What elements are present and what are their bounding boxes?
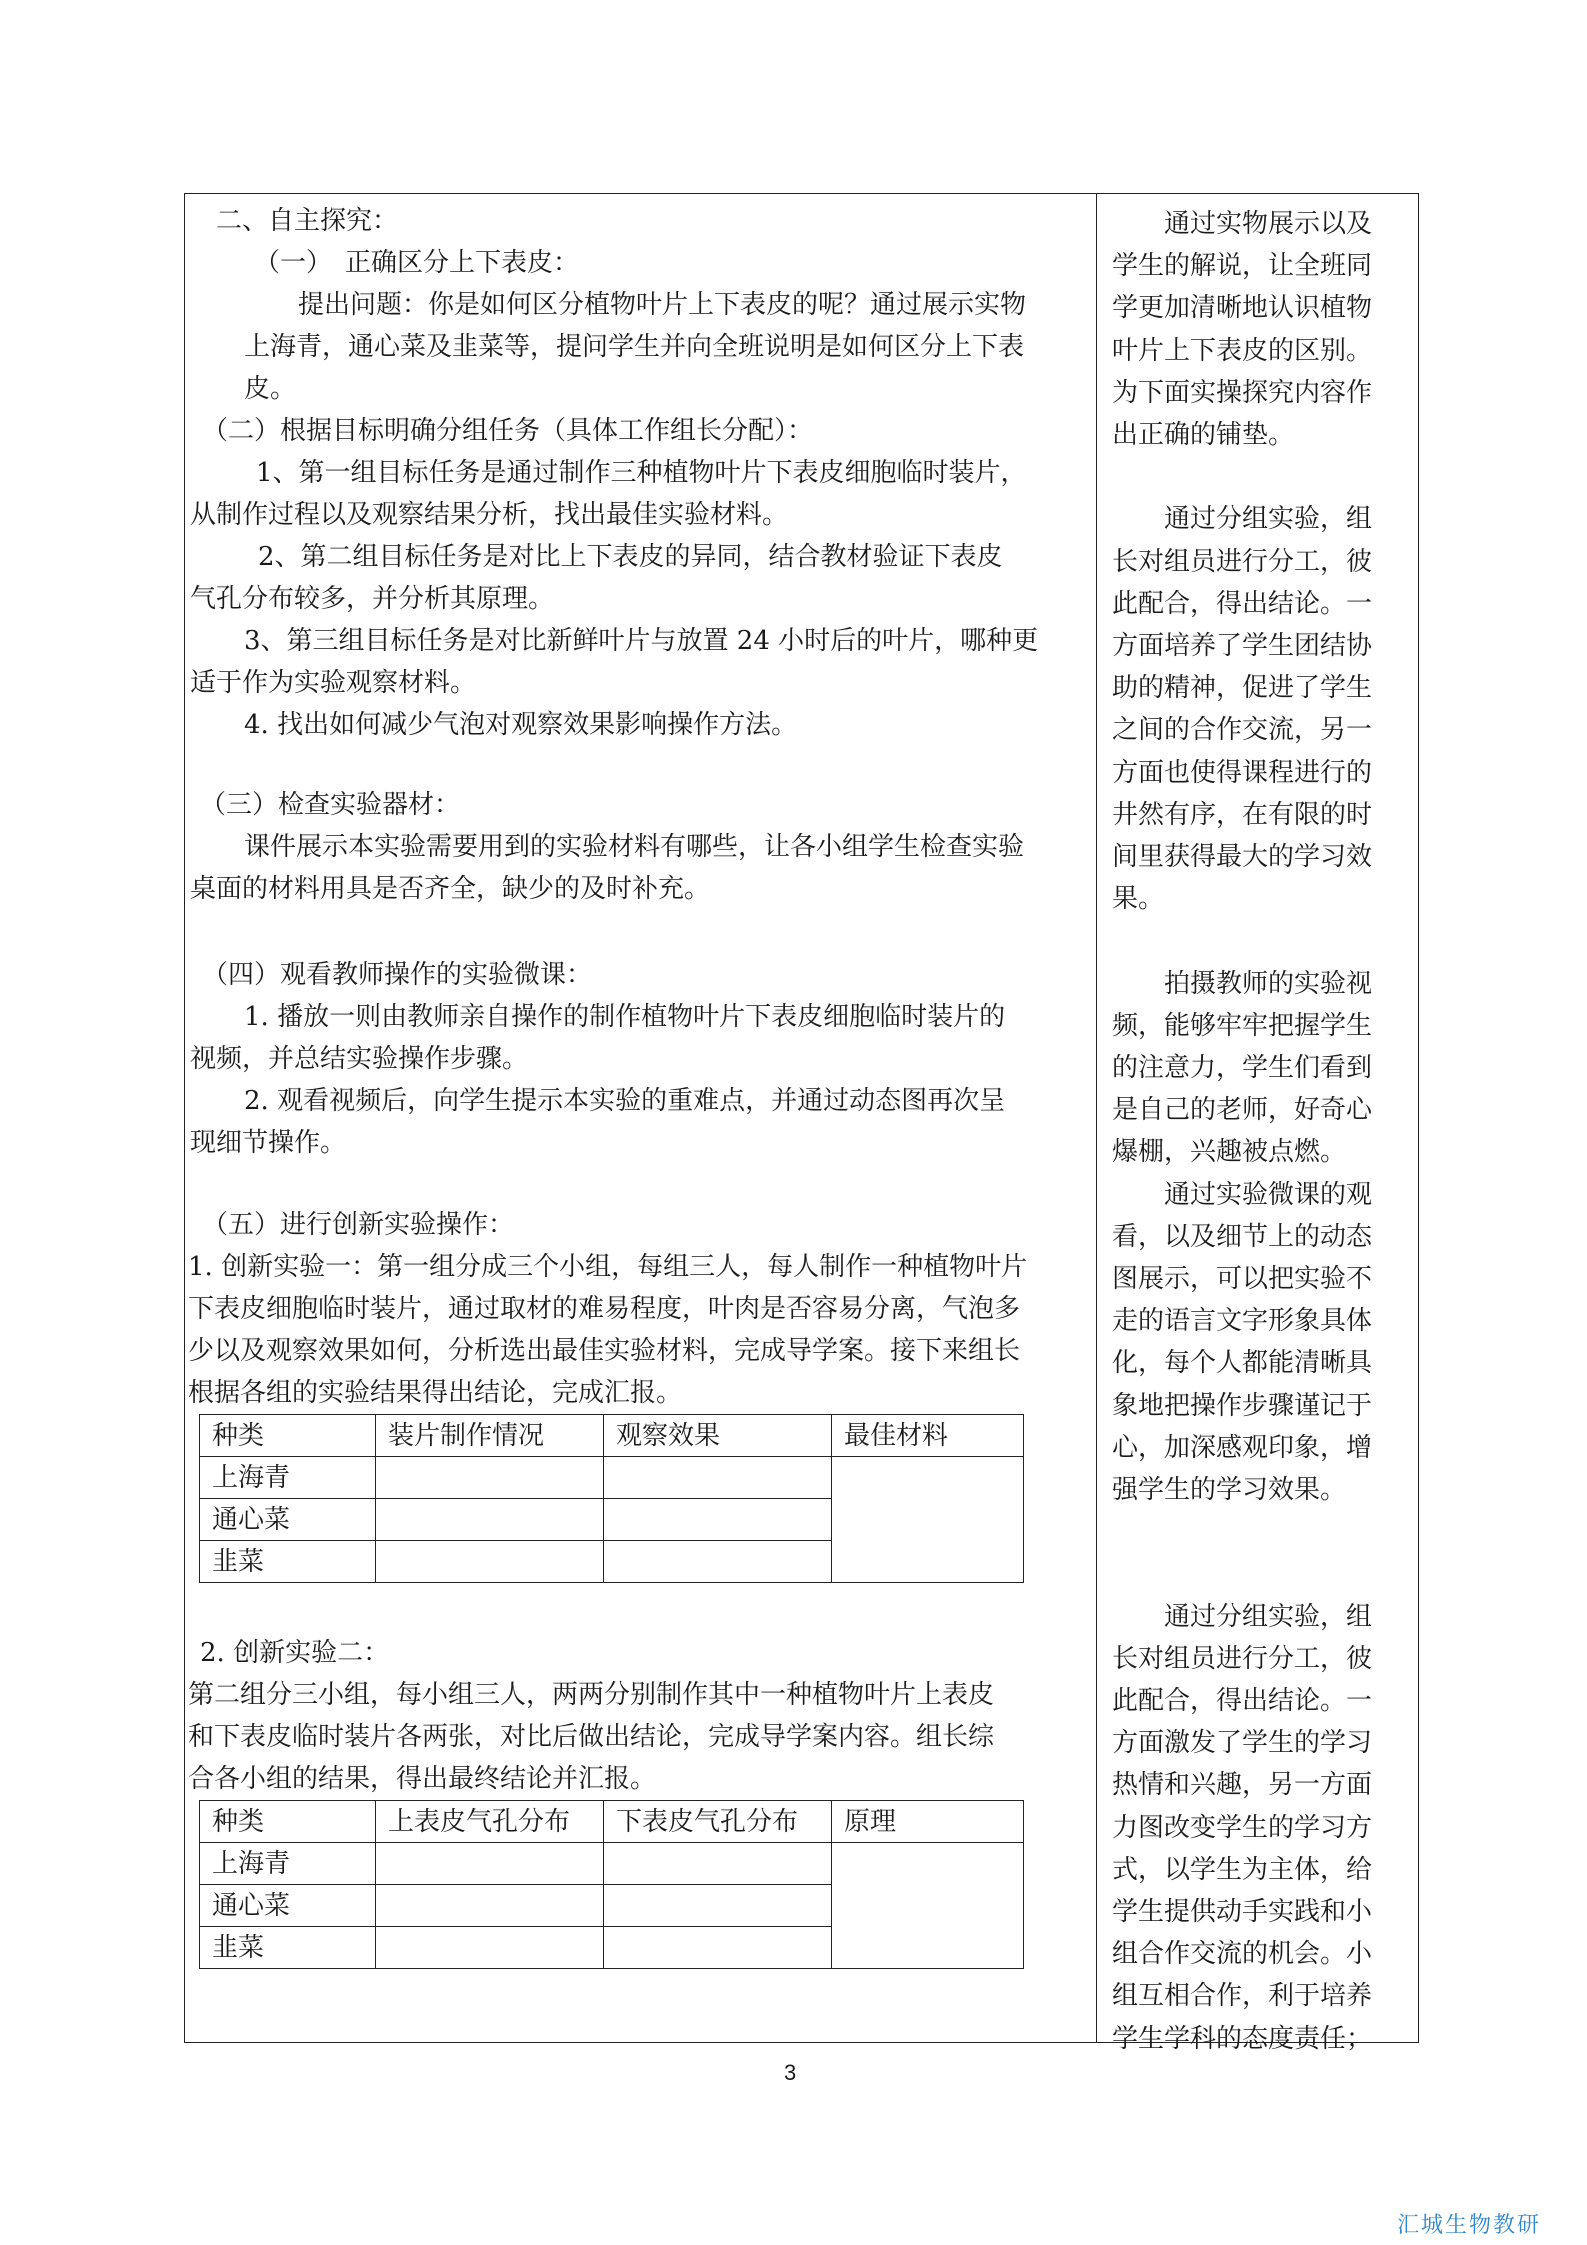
table-header: 装片制作情况: [376, 1415, 604, 1457]
table-cell: [376, 1843, 604, 1885]
note-line: 间里获得最大的学习效: [1112, 842, 1373, 872]
table-cell: [376, 1927, 604, 1969]
note-line: 的注意力，学生们看到: [1112, 1053, 1373, 1083]
paragraph-line: 少以及观察效果如何，分析选出最佳实验材料，完成导学案。接下来组长: [188, 1336, 1021, 1366]
note-line: 心，加深感观印象，增: [1112, 1432, 1373, 1463]
note-line: 方面激发了学生的学习: [1112, 1728, 1373, 1759]
note-line: 图展示，可以把实验不: [1112, 1264, 1373, 1294]
table-row-label: 上海青: [200, 1457, 376, 1499]
table-header: 上表皮气孔分布: [376, 1801, 604, 1843]
table-row-label: 上海青: [200, 1843, 376, 1885]
subsection-1-title: （一） 正确区分上下表皮：: [254, 248, 580, 278]
subsection-4-title: （四）观看教师操作的实验微课：: [202, 960, 593, 990]
table-header: 种类: [200, 1801, 376, 1843]
paragraph-line: 适于作为实验观察材料。: [190, 668, 477, 698]
note-line: 方面也使得课程进行的: [1112, 757, 1373, 788]
table-cell: [604, 1927, 832, 1969]
table-cell: [604, 1885, 832, 1927]
table-header: 种类: [200, 1415, 376, 1457]
table-header: 观察效果: [604, 1415, 832, 1457]
note-line: 学生提供动手实践和小: [1112, 1897, 1373, 1927]
subsection-2-title: （二）根据目标明确分组任务（具体工作组长分配）：: [202, 416, 814, 446]
note-line: 频，能够牢牢把握学生: [1112, 1010, 1373, 1041]
paragraph-line: 合各小组的结果，得出最终结论并汇报。: [188, 1764, 657, 1794]
paragraph-line: 第二组分三小组，每小组三人，两两分别制作其中一种植物叶片上表皮: [188, 1680, 995, 1710]
table-cell: [832, 1457, 1024, 1583]
paragraph-line: 皮。: [244, 374, 297, 404]
table-cell: [604, 1457, 832, 1499]
note-line: 叶片上下表皮的区别。: [1112, 335, 1373, 366]
section-heading: 二、自主探究：: [216, 206, 399, 236]
note-line: 学生的解说，让全班同: [1112, 251, 1373, 282]
paragraph-line: 2、第二组目标任务是对比上下表皮的异同，结合教材验证下表皮: [258, 542, 1003, 572]
note-line: 象地把操作步骤谨记于: [1112, 1390, 1373, 1421]
note-line: 果。: [1112, 884, 1165, 915]
note-line: 组互相合作，利于培养: [1112, 1981, 1373, 2012]
table-cell: [376, 1499, 604, 1541]
note-line: 出正确的铺垫。: [1112, 420, 1295, 450]
table-header: 原理: [832, 1801, 1024, 1843]
note-line: 是自己的老师，好奇心: [1112, 1095, 1373, 1126]
paragraph-line: 提出问题：你是如何区分植物叶片上下表皮的呢？通过展示实物: [298, 290, 1027, 320]
note-line: 此配合，得出结论。一: [1112, 1686, 1373, 1716]
paragraph-line: 上海青，通心菜及韭菜等，提问学生并向全班说明是如何区分上下表: [244, 332, 1025, 362]
table-header: 下表皮气孔分布: [604, 1801, 832, 1843]
note-line: 井然有序，在有限的时: [1112, 799, 1373, 830]
note-line: 式，以学生为主体，给: [1112, 1854, 1373, 1885]
paragraph-line: 3、第三组目标任务是对比新鲜叶片与放置 24 小时后的叶片，哪种更: [244, 626, 1039, 656]
note-line: 通过分组实验，组: [1112, 1601, 1373, 1632]
paragraph-line: 2. 创新实验二：: [200, 1638, 390, 1668]
paragraph-line: 4. 找出如何减少气泡对观察效果影响操作方法。: [244, 710, 798, 740]
watermark: 汇城生物教研: [1397, 2213, 1542, 2238]
experiment-2-table: [199, 1800, 1024, 1969]
paragraph-line: 从制作过程以及观察结果分析，找出最佳实验材料。: [190, 500, 789, 530]
paragraph-line: 1. 创新实验一：第一组分成三个小组，每组三人，每人制作一种植物叶片: [188, 1252, 1028, 1282]
paragraph-line: 2. 观看视频后，向学生提示本实验的重难点，并通过动态图再次呈: [244, 1086, 1006, 1116]
note-line: 之间的合作交流，另一: [1112, 715, 1373, 746]
note-line: 组合作交流的机会。小: [1112, 1939, 1373, 1970]
note-line: 助的精神，促进了学生: [1112, 673, 1373, 704]
note-line: 学生学科的态度责任；: [1112, 2023, 1373, 2054]
table-header: 最佳材料: [832, 1415, 1024, 1457]
table-row-label: 韭菜: [200, 1541, 376, 1583]
table-row-label: 通心菜: [200, 1885, 376, 1927]
note-line: 方面培养了学生团结协: [1112, 631, 1373, 661]
paragraph-line: 气孔分布较多，并分析其原理。: [190, 584, 555, 614]
paragraph-line: 现细节操作。: [190, 1128, 347, 1158]
paragraph-line: 1. 播放一则由教师亲自操作的制作植物叶片下表皮细胞临时装片的: [244, 1002, 1006, 1032]
page-number: 3: [784, 2060, 797, 2085]
note-line: 长对组员进行分工，彼: [1112, 546, 1373, 577]
note-line: 力图改变学生的学习方: [1112, 1812, 1373, 1843]
note-line: 通过实物展示以及: [1112, 209, 1373, 239]
paragraph-line: 课件展示本实验需要用到的实验材料有哪些，让各小组学生检查实验: [244, 832, 1025, 862]
note-line: 通过分组实验，组: [1112, 504, 1373, 535]
table-cell: [376, 1885, 604, 1927]
experiment-1-table: [199, 1414, 1024, 1583]
table-cell: [604, 1843, 832, 1885]
table-cell: [376, 1457, 604, 1499]
note-line: 通过实验微课的观: [1112, 1179, 1373, 1210]
note-line: 为下面实操探究内容作: [1112, 377, 1373, 408]
paragraph-line: 视频，并总结实验操作步骤。: [190, 1044, 529, 1074]
table-cell: [604, 1541, 832, 1583]
subsection-3-title: （三）检查实验器材：: [200, 790, 461, 820]
table-cell: [604, 1499, 832, 1541]
paragraph-line: 1、第一组目标任务是通过制作三种植物叶片下表皮细胞临时装片，: [256, 458, 1027, 488]
note-line: 拍摄教师的实验视: [1112, 968, 1373, 999]
note-line: 此配合，得出结论。一: [1112, 588, 1373, 619]
note-line: 学更加清晰地认识植物: [1112, 293, 1373, 324]
note-line: 强学生的学习效果。: [1112, 1475, 1347, 1505]
column-divider: [1096, 193, 1097, 2043]
note-line: 化，每个人都能清晰具: [1112, 1348, 1373, 1379]
note-line: 看，以及细节上的动态: [1112, 1221, 1373, 1252]
note-line: 长对组员进行分工，彼: [1112, 1643, 1373, 1674]
paragraph-line: 根据各组的实验结果得出结论，完成汇报。: [188, 1378, 683, 1408]
paragraph-line: 桌面的材料用具是否齐全，缺少的及时补充。: [190, 874, 711, 904]
table-cell: [832, 1843, 1024, 1969]
paragraph-line: 和下表皮临时装片各两张，对比后做出结论，完成导学案内容。组长综: [188, 1722, 995, 1752]
table-row-label: 通心菜: [200, 1499, 376, 1541]
subsection-5-title: （五）进行创新实验操作：: [202, 1210, 515, 1240]
note-line: 爆棚，兴趣被点燃。: [1112, 1137, 1347, 1168]
note-line: 热情和兴趣，另一方面: [1112, 1770, 1373, 1801]
note-line: 走的语言文字形象具体: [1112, 1306, 1373, 1337]
table-cell: [376, 1541, 604, 1583]
table-row-label: 韭菜: [200, 1927, 376, 1969]
paragraph-line: 下表皮细胞临时装片，通过取材的难易程度，叶肉是否容易分离，气泡多: [188, 1294, 1021, 1324]
